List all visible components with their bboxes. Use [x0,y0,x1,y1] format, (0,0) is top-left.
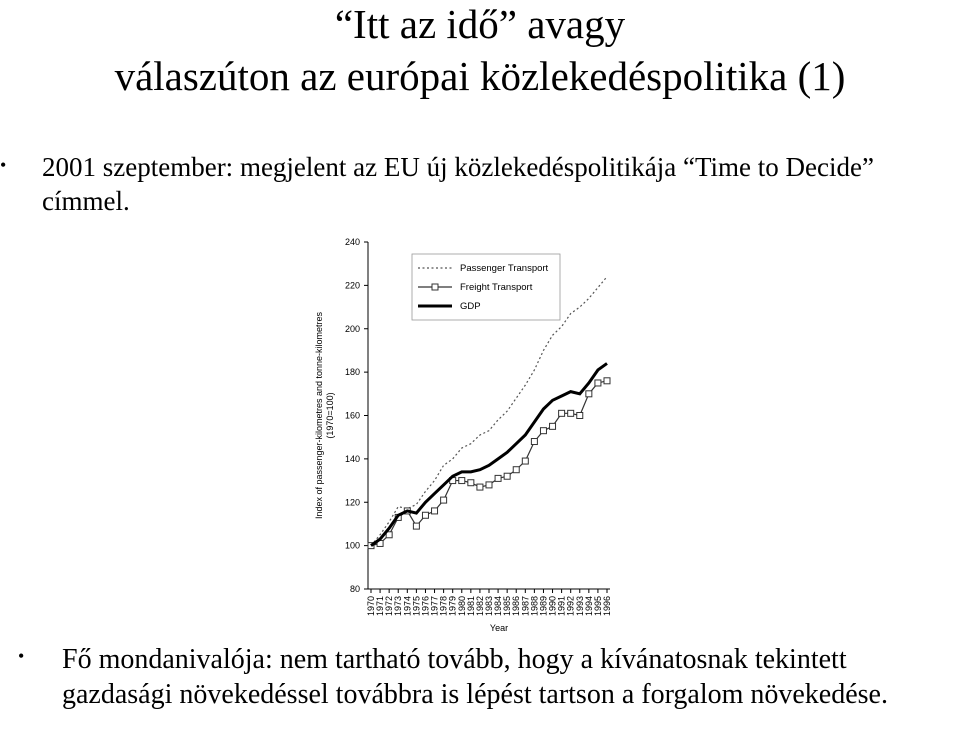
freight-transport-point [550,423,556,429]
x-tick-label: 1972 [384,596,395,617]
x-tick-label: 1989 [538,596,549,617]
freight-transport-point [604,378,610,384]
x-tick-label: 1985 [502,596,513,617]
y-tick-label: 120 [344,497,360,508]
x-tick-label: 1995 [592,596,603,617]
y-tick-label: 240 [344,237,360,247]
y-tick-label: 80 [349,584,360,594]
x-tick-label: 1994 [583,596,594,617]
transport-index-chart [310,232,620,637]
freight-transport-point [441,497,447,503]
x-tick-label: 1973 [393,596,404,617]
y-tick-label: 160 [344,410,360,421]
legend-marker [432,284,438,290]
x-tick-label: 1978 [438,596,449,617]
freight-transport-point [513,467,519,473]
freight-transport-point [522,458,528,464]
y-axis [314,237,368,594]
freight-transport-point [595,380,601,386]
x-axis [366,589,612,633]
y-tick-label: 220 [344,280,360,291]
freight-transport-point [577,413,583,419]
x-tick-label: 1996 [602,596,612,617]
bullet-marker: • [18,646,25,666]
x-tick-label: 1986 [511,596,522,617]
y-tick-label: 200 [344,323,360,334]
x-tick-label: 1992 [565,596,576,617]
x-tick-label: 1974 [402,596,413,617]
gdp-legend-label: GDP [460,301,481,312]
x-tick-label: 1993 [574,596,585,617]
freight-transport-point [413,523,419,529]
x-tick-label: 1981 [465,596,476,617]
passenger-transport-legend-label: Passenger Transport [460,263,549,274]
x-tick-label: 1977 [429,596,440,617]
x-tick-label: 1976 [420,596,431,617]
bullet-marker: • [0,155,7,175]
x-tick-label: 1991 [556,596,567,617]
x-tick-label: 1975 [411,596,422,617]
freight-transport-legend-label: Freight Transport [460,282,533,293]
x-tick-label: 1987 [520,596,531,617]
freight-transport-point [559,410,565,416]
freight-transport-point [422,512,428,518]
bullet-text-2: Fő mondanivalója: nem tartható tovább, hogy a kívánatosnak tekintett gazdasági növekedéssel továbbra is lépést tartson a forgalom növekedése. [62,644,888,710]
freight-transport-point [586,391,592,397]
legend [412,254,560,320]
y-tick-label: 100 [344,540,360,551]
freight-transport-point [531,439,537,445]
x-tick-label: 1982 [474,596,485,617]
gdp-line [371,363,607,545]
freight-transport-point [459,478,465,484]
freight-transport-point [495,475,501,481]
freight-transport-point [432,508,438,514]
freight-transport-point [568,410,574,416]
x-tick-label: 1971 [375,596,386,617]
freight-transport-point [504,473,510,479]
x-tick-label: 1990 [547,596,558,617]
x-tick-label: 1979 [447,596,458,617]
freight-transport-point [540,428,546,434]
x-tick-label: 1988 [529,596,540,617]
x-tick-label: 1984 [493,596,504,617]
x-tick-label: 1983 [484,596,494,617]
y-tick-label: 140 [344,453,360,464]
freight-transport-line [371,381,607,546]
x-axis-title: Year [489,623,509,633]
x-tick-label: 1970 [366,596,376,617]
slide-title-line2: válaszúton az európai közlekedéspolitika (1) [114,53,846,99]
bullet-text-1: 2001 szeptember: megjelent az EU új közlekedéspolitikája “Time to Decide” címmel. [42,152,874,216]
freight-transport-point [486,482,492,488]
freight-transport-point [468,480,474,486]
y-tick-label: 180 [344,367,360,378]
y-axis-title: Index of passenger-kilometres and tonne-kilometres(1970=100) [314,311,335,520]
x-tick-label: 1980 [456,596,467,617]
slide-title-line1: “Itt az idő” avagy [334,1,626,47]
freight-transport-point [477,484,483,490]
